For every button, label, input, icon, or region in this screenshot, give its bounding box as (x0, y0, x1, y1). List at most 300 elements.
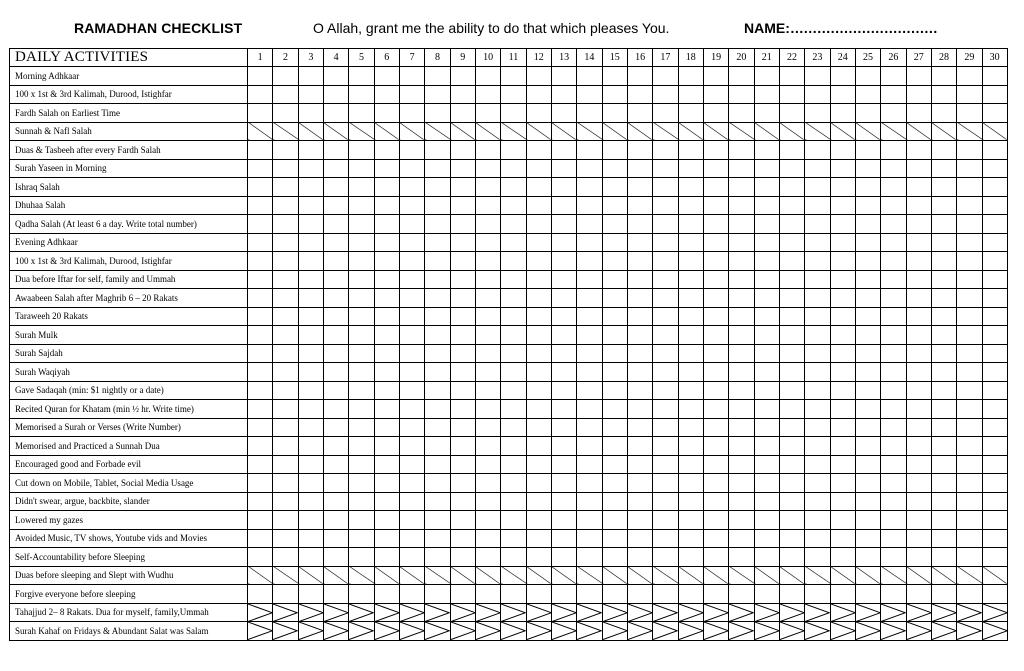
day-checkbox-cell[interactable] (729, 326, 754, 345)
chevron-day-cell[interactable] (931, 622, 956, 641)
day-checkbox-cell[interactable] (805, 418, 830, 437)
day-checkbox-cell[interactable] (374, 289, 399, 308)
day-checkbox-cell[interactable] (982, 492, 1007, 511)
day-checkbox-cell[interactable] (475, 233, 500, 252)
day-checkbox-cell[interactable] (855, 400, 880, 419)
day-checkbox-cell[interactable] (399, 178, 424, 197)
day-checkbox-cell[interactable] (374, 233, 399, 252)
day-checkbox-cell[interactable] (349, 363, 374, 382)
slashed-day-cell[interactable] (779, 566, 804, 585)
day-checkbox-cell[interactable] (729, 67, 754, 86)
day-checkbox-cell[interactable] (805, 326, 830, 345)
day-checkbox-cell[interactable] (425, 511, 450, 530)
day-checkbox-cell[interactable] (450, 511, 475, 530)
day-checkbox-cell[interactable] (982, 270, 1007, 289)
chevron-day-cell[interactable] (273, 622, 298, 641)
day-checkbox-cell[interactable] (298, 141, 323, 160)
day-checkbox-cell[interactable] (349, 418, 374, 437)
day-checkbox-cell[interactable] (653, 141, 678, 160)
day-checkbox-cell[interactable] (602, 363, 627, 382)
day-checkbox-cell[interactable] (703, 289, 728, 308)
day-checkbox-cell[interactable] (653, 474, 678, 493)
day-checkbox-cell[interactable] (323, 178, 348, 197)
day-checkbox-cell[interactable] (653, 585, 678, 604)
day-checkbox-cell[interactable] (931, 548, 956, 567)
chevron-day-cell[interactable] (906, 622, 931, 641)
day-checkbox-cell[interactable] (830, 474, 855, 493)
day-checkbox-cell[interactable] (399, 215, 424, 234)
chevron-day-cell[interactable] (323, 603, 348, 622)
slashed-day-cell[interactable] (526, 566, 551, 585)
day-checkbox-cell[interactable] (754, 178, 779, 197)
day-checkbox-cell[interactable] (855, 307, 880, 326)
slashed-day-cell[interactable] (906, 122, 931, 141)
day-checkbox-cell[interactable] (982, 307, 1007, 326)
chevron-day-cell[interactable] (349, 603, 374, 622)
day-checkbox-cell[interactable] (602, 196, 627, 215)
day-checkbox-cell[interactable] (729, 455, 754, 474)
day-checkbox-cell[interactable] (957, 529, 982, 548)
day-checkbox-cell[interactable] (678, 196, 703, 215)
day-checkbox-cell[interactable] (805, 85, 830, 104)
day-checkbox-cell[interactable] (551, 548, 576, 567)
slashed-day-cell[interactable] (399, 122, 424, 141)
day-checkbox-cell[interactable] (425, 178, 450, 197)
day-checkbox-cell[interactable] (703, 455, 728, 474)
day-checkbox-cell[interactable] (931, 233, 956, 252)
slashed-day-cell[interactable] (906, 566, 931, 585)
day-checkbox-cell[interactable] (703, 141, 728, 160)
day-checkbox-cell[interactable] (855, 178, 880, 197)
day-checkbox-cell[interactable] (475, 529, 500, 548)
day-checkbox-cell[interactable] (982, 437, 1007, 456)
day-checkbox-cell[interactable] (475, 585, 500, 604)
day-checkbox-cell[interactable] (526, 270, 551, 289)
day-checkbox-cell[interactable] (399, 492, 424, 511)
day-checkbox-cell[interactable] (248, 363, 273, 382)
day-checkbox-cell[interactable] (450, 363, 475, 382)
day-checkbox-cell[interactable] (830, 196, 855, 215)
day-checkbox-cell[interactable] (501, 344, 526, 363)
day-checkbox-cell[interactable] (248, 289, 273, 308)
day-checkbox-cell[interactable] (703, 104, 728, 123)
slashed-day-cell[interactable] (881, 566, 906, 585)
day-checkbox-cell[interactable] (653, 67, 678, 86)
chevron-day-cell[interactable] (248, 603, 273, 622)
day-checkbox-cell[interactable] (349, 178, 374, 197)
day-checkbox-cell[interactable] (931, 400, 956, 419)
day-checkbox-cell[interactable] (374, 511, 399, 530)
day-checkbox-cell[interactable] (957, 289, 982, 308)
day-checkbox-cell[interactable] (526, 344, 551, 363)
day-checkbox-cell[interactable] (323, 511, 348, 530)
day-checkbox-cell[interactable] (349, 381, 374, 400)
day-checkbox-cell[interactable] (374, 85, 399, 104)
day-checkbox-cell[interactable] (678, 159, 703, 178)
day-checkbox-cell[interactable] (551, 511, 576, 530)
day-checkbox-cell[interactable] (551, 233, 576, 252)
day-checkbox-cell[interactable] (602, 215, 627, 234)
day-checkbox-cell[interactable] (855, 492, 880, 511)
day-checkbox-cell[interactable] (425, 344, 450, 363)
chevron-day-cell[interactable] (273, 603, 298, 622)
day-checkbox-cell[interactable] (450, 85, 475, 104)
day-checkbox-cell[interactable] (450, 529, 475, 548)
day-checkbox-cell[interactable] (501, 252, 526, 271)
chevron-day-cell[interactable] (501, 603, 526, 622)
slashed-day-cell[interactable] (501, 122, 526, 141)
day-checkbox-cell[interactable] (323, 159, 348, 178)
day-checkbox-cell[interactable] (779, 344, 804, 363)
day-checkbox-cell[interactable] (881, 474, 906, 493)
day-checkbox-cell[interactable] (475, 215, 500, 234)
day-checkbox-cell[interactable] (551, 307, 576, 326)
day-checkbox-cell[interactable] (881, 585, 906, 604)
day-checkbox-cell[interactable] (805, 233, 830, 252)
day-checkbox-cell[interactable] (526, 529, 551, 548)
day-checkbox-cell[interactable] (425, 307, 450, 326)
day-checkbox-cell[interactable] (754, 437, 779, 456)
day-checkbox-cell[interactable] (450, 67, 475, 86)
day-checkbox-cell[interactable] (729, 529, 754, 548)
day-checkbox-cell[interactable] (349, 85, 374, 104)
day-checkbox-cell[interactable] (273, 104, 298, 123)
slashed-day-cell[interactable] (805, 566, 830, 585)
day-checkbox-cell[interactable] (729, 104, 754, 123)
day-checkbox-cell[interactable] (526, 159, 551, 178)
day-checkbox-cell[interactable] (298, 511, 323, 530)
day-checkbox-cell[interactable] (855, 548, 880, 567)
chevron-day-cell[interactable] (754, 603, 779, 622)
day-checkbox-cell[interactable] (906, 307, 931, 326)
day-checkbox-cell[interactable] (425, 437, 450, 456)
day-checkbox-cell[interactable] (982, 104, 1007, 123)
day-checkbox-cell[interactable] (501, 455, 526, 474)
slashed-day-cell[interactable] (551, 122, 576, 141)
day-checkbox-cell[interactable] (273, 85, 298, 104)
day-checkbox-cell[interactable] (501, 529, 526, 548)
day-checkbox-cell[interactable] (273, 67, 298, 86)
day-checkbox-cell[interactable] (577, 548, 602, 567)
day-checkbox-cell[interactable] (501, 159, 526, 178)
slashed-day-cell[interactable] (703, 122, 728, 141)
slashed-day-cell[interactable] (248, 566, 273, 585)
day-checkbox-cell[interactable] (805, 548, 830, 567)
day-checkbox-cell[interactable] (248, 252, 273, 271)
day-checkbox-cell[interactable] (501, 215, 526, 234)
day-checkbox-cell[interactable] (982, 326, 1007, 345)
day-checkbox-cell[interactable] (602, 159, 627, 178)
day-checkbox-cell[interactable] (779, 270, 804, 289)
day-checkbox-cell[interactable] (450, 492, 475, 511)
day-checkbox-cell[interactable] (627, 85, 652, 104)
day-checkbox-cell[interactable] (577, 85, 602, 104)
day-checkbox-cell[interactable] (298, 529, 323, 548)
day-checkbox-cell[interactable] (881, 141, 906, 160)
slashed-day-cell[interactable] (653, 122, 678, 141)
day-checkbox-cell[interactable] (425, 141, 450, 160)
chevron-day-cell[interactable] (602, 622, 627, 641)
day-checkbox-cell[interactable] (855, 196, 880, 215)
day-checkbox-cell[interactable] (323, 529, 348, 548)
slashed-day-cell[interactable] (957, 122, 982, 141)
day-checkbox-cell[interactable] (754, 455, 779, 474)
day-checkbox-cell[interactable] (931, 585, 956, 604)
day-checkbox-cell[interactable] (729, 307, 754, 326)
slashed-day-cell[interactable] (754, 566, 779, 585)
day-checkbox-cell[interactable] (349, 307, 374, 326)
chevron-day-cell[interactable] (602, 603, 627, 622)
day-checkbox-cell[interactable] (577, 307, 602, 326)
day-checkbox-cell[interactable] (248, 67, 273, 86)
chevron-day-cell[interactable] (501, 622, 526, 641)
day-checkbox-cell[interactable] (855, 363, 880, 382)
slashed-day-cell[interactable] (425, 566, 450, 585)
day-checkbox-cell[interactable] (475, 289, 500, 308)
day-checkbox-cell[interactable] (931, 363, 956, 382)
day-checkbox-cell[interactable] (298, 104, 323, 123)
chevron-day-cell[interactable] (754, 622, 779, 641)
day-checkbox-cell[interactable] (551, 289, 576, 308)
day-checkbox-cell[interactable] (602, 400, 627, 419)
day-checkbox-cell[interactable] (323, 455, 348, 474)
day-checkbox-cell[interactable] (678, 492, 703, 511)
day-checkbox-cell[interactable] (399, 585, 424, 604)
day-checkbox-cell[interactable] (678, 381, 703, 400)
day-checkbox-cell[interactable] (627, 492, 652, 511)
day-checkbox-cell[interactable] (982, 511, 1007, 530)
day-checkbox-cell[interactable] (399, 381, 424, 400)
day-checkbox-cell[interactable] (526, 548, 551, 567)
day-checkbox-cell[interactable] (931, 492, 956, 511)
day-checkbox-cell[interactable] (830, 141, 855, 160)
day-checkbox-cell[interactable] (399, 252, 424, 271)
day-checkbox-cell[interactable] (855, 474, 880, 493)
day-checkbox-cell[interactable] (273, 252, 298, 271)
slashed-day-cell[interactable] (323, 122, 348, 141)
day-checkbox-cell[interactable] (551, 104, 576, 123)
day-checkbox-cell[interactable] (779, 492, 804, 511)
day-checkbox-cell[interactable] (855, 585, 880, 604)
day-checkbox-cell[interactable] (678, 104, 703, 123)
day-checkbox-cell[interactable] (551, 492, 576, 511)
slashed-day-cell[interactable] (374, 122, 399, 141)
day-checkbox-cell[interactable] (551, 437, 576, 456)
day-checkbox-cell[interactable] (374, 344, 399, 363)
day-checkbox-cell[interactable] (906, 529, 931, 548)
day-checkbox-cell[interactable] (678, 141, 703, 160)
day-checkbox-cell[interactable] (501, 326, 526, 345)
slashed-day-cell[interactable] (273, 122, 298, 141)
day-checkbox-cell[interactable] (425, 363, 450, 382)
day-checkbox-cell[interactable] (703, 196, 728, 215)
day-checkbox-cell[interactable] (754, 252, 779, 271)
day-checkbox-cell[interactable] (830, 85, 855, 104)
slashed-day-cell[interactable] (349, 566, 374, 585)
day-checkbox-cell[interactable] (754, 196, 779, 215)
day-checkbox-cell[interactable] (248, 215, 273, 234)
day-checkbox-cell[interactable] (425, 418, 450, 437)
slashed-day-cell[interactable] (374, 566, 399, 585)
chevron-day-cell[interactable] (805, 603, 830, 622)
day-checkbox-cell[interactable] (957, 252, 982, 271)
day-checkbox-cell[interactable] (906, 585, 931, 604)
day-checkbox-cell[interactable] (703, 363, 728, 382)
day-checkbox-cell[interactable] (729, 474, 754, 493)
day-checkbox-cell[interactable] (805, 585, 830, 604)
day-checkbox-cell[interactable] (906, 437, 931, 456)
day-checkbox-cell[interactable] (754, 233, 779, 252)
day-checkbox-cell[interactable] (729, 363, 754, 382)
day-checkbox-cell[interactable] (881, 363, 906, 382)
chevron-day-cell[interactable] (551, 603, 576, 622)
chevron-day-cell[interactable] (349, 622, 374, 641)
day-checkbox-cell[interactable] (349, 437, 374, 456)
day-checkbox-cell[interactable] (931, 159, 956, 178)
day-checkbox-cell[interactable] (729, 233, 754, 252)
day-checkbox-cell[interactable] (526, 511, 551, 530)
chevron-day-cell[interactable] (526, 603, 551, 622)
day-checkbox-cell[interactable] (754, 400, 779, 419)
day-checkbox-cell[interactable] (374, 437, 399, 456)
chevron-day-cell[interactable] (450, 603, 475, 622)
day-checkbox-cell[interactable] (627, 418, 652, 437)
day-checkbox-cell[interactable] (855, 437, 880, 456)
day-checkbox-cell[interactable] (450, 215, 475, 234)
day-checkbox-cell[interactable] (906, 252, 931, 271)
slashed-day-cell[interactable] (425, 122, 450, 141)
day-checkbox-cell[interactable] (602, 85, 627, 104)
day-checkbox-cell[interactable] (678, 178, 703, 197)
day-checkbox-cell[interactable] (577, 104, 602, 123)
day-checkbox-cell[interactable] (323, 344, 348, 363)
day-checkbox-cell[interactable] (501, 233, 526, 252)
day-checkbox-cell[interactable] (298, 307, 323, 326)
day-checkbox-cell[interactable] (779, 400, 804, 419)
day-checkbox-cell[interactable] (273, 585, 298, 604)
day-checkbox-cell[interactable] (931, 178, 956, 197)
day-checkbox-cell[interactable] (298, 585, 323, 604)
day-checkbox-cell[interactable] (779, 215, 804, 234)
day-checkbox-cell[interactable] (399, 85, 424, 104)
day-checkbox-cell[interactable] (248, 159, 273, 178)
day-checkbox-cell[interactable] (298, 381, 323, 400)
day-checkbox-cell[interactable] (602, 455, 627, 474)
day-checkbox-cell[interactable] (678, 363, 703, 382)
day-checkbox-cell[interactable] (931, 270, 956, 289)
day-checkbox-cell[interactable] (323, 196, 348, 215)
day-checkbox-cell[interactable] (323, 474, 348, 493)
day-checkbox-cell[interactable] (805, 474, 830, 493)
day-checkbox-cell[interactable] (323, 270, 348, 289)
day-checkbox-cell[interactable] (323, 104, 348, 123)
day-checkbox-cell[interactable] (906, 511, 931, 530)
day-checkbox-cell[interactable] (273, 215, 298, 234)
day-checkbox-cell[interactable] (298, 159, 323, 178)
chevron-day-cell[interactable] (653, 603, 678, 622)
slashed-day-cell[interactable] (602, 566, 627, 585)
day-checkbox-cell[interactable] (653, 307, 678, 326)
day-checkbox-cell[interactable] (906, 85, 931, 104)
day-checkbox-cell[interactable] (374, 381, 399, 400)
day-checkbox-cell[interactable] (754, 585, 779, 604)
day-checkbox-cell[interactable] (729, 400, 754, 419)
day-checkbox-cell[interactable] (779, 474, 804, 493)
chevron-day-cell[interactable] (805, 622, 830, 641)
day-checkbox-cell[interactable] (931, 196, 956, 215)
chevron-day-cell[interactable] (881, 622, 906, 641)
day-checkbox-cell[interactable] (957, 344, 982, 363)
day-checkbox-cell[interactable] (551, 252, 576, 271)
day-checkbox-cell[interactable] (399, 474, 424, 493)
day-checkbox-cell[interactable] (805, 159, 830, 178)
day-checkbox-cell[interactable] (425, 381, 450, 400)
day-checkbox-cell[interactable] (653, 233, 678, 252)
day-checkbox-cell[interactable] (475, 418, 500, 437)
day-checkbox-cell[interactable] (805, 400, 830, 419)
day-checkbox-cell[interactable] (248, 326, 273, 345)
day-checkbox-cell[interactable] (830, 307, 855, 326)
day-checkbox-cell[interactable] (349, 270, 374, 289)
day-checkbox-cell[interactable] (399, 455, 424, 474)
day-checkbox-cell[interactable] (982, 400, 1007, 419)
day-checkbox-cell[interactable] (881, 289, 906, 308)
day-checkbox-cell[interactable] (273, 326, 298, 345)
day-checkbox-cell[interactable] (931, 67, 956, 86)
chevron-day-cell[interactable] (399, 622, 424, 641)
day-checkbox-cell[interactable] (703, 67, 728, 86)
day-checkbox-cell[interactable] (374, 326, 399, 345)
day-checkbox-cell[interactable] (349, 548, 374, 567)
day-checkbox-cell[interactable] (602, 381, 627, 400)
day-checkbox-cell[interactable] (577, 159, 602, 178)
chevron-day-cell[interactable] (298, 622, 323, 641)
day-checkbox-cell[interactable] (526, 196, 551, 215)
day-checkbox-cell[interactable] (298, 492, 323, 511)
day-checkbox-cell[interactable] (298, 363, 323, 382)
day-checkbox-cell[interactable] (653, 289, 678, 308)
day-checkbox-cell[interactable] (273, 418, 298, 437)
day-checkbox-cell[interactable] (323, 307, 348, 326)
day-checkbox-cell[interactable] (425, 196, 450, 215)
slashed-day-cell[interactable] (627, 122, 652, 141)
day-checkbox-cell[interactable] (298, 455, 323, 474)
slashed-day-cell[interactable] (475, 566, 500, 585)
chevron-day-cell[interactable] (374, 622, 399, 641)
day-checkbox-cell[interactable] (526, 381, 551, 400)
day-checkbox-cell[interactable] (501, 307, 526, 326)
day-checkbox-cell[interactable] (551, 178, 576, 197)
day-checkbox-cell[interactable] (906, 455, 931, 474)
day-checkbox-cell[interactable] (602, 529, 627, 548)
day-checkbox-cell[interactable] (602, 344, 627, 363)
day-checkbox-cell[interactable] (779, 141, 804, 160)
day-checkbox-cell[interactable] (627, 104, 652, 123)
day-checkbox-cell[interactable] (374, 585, 399, 604)
day-checkbox-cell[interactable] (957, 215, 982, 234)
day-checkbox-cell[interactable] (425, 400, 450, 419)
day-checkbox-cell[interactable] (779, 363, 804, 382)
day-checkbox-cell[interactable] (577, 178, 602, 197)
day-checkbox-cell[interactable] (475, 178, 500, 197)
slashed-day-cell[interactable] (349, 122, 374, 141)
slashed-day-cell[interactable] (855, 566, 880, 585)
day-checkbox-cell[interactable] (805, 289, 830, 308)
day-checkbox-cell[interactable] (602, 289, 627, 308)
chevron-day-cell[interactable] (526, 622, 551, 641)
day-checkbox-cell[interactable] (374, 418, 399, 437)
day-checkbox-cell[interactable] (957, 548, 982, 567)
